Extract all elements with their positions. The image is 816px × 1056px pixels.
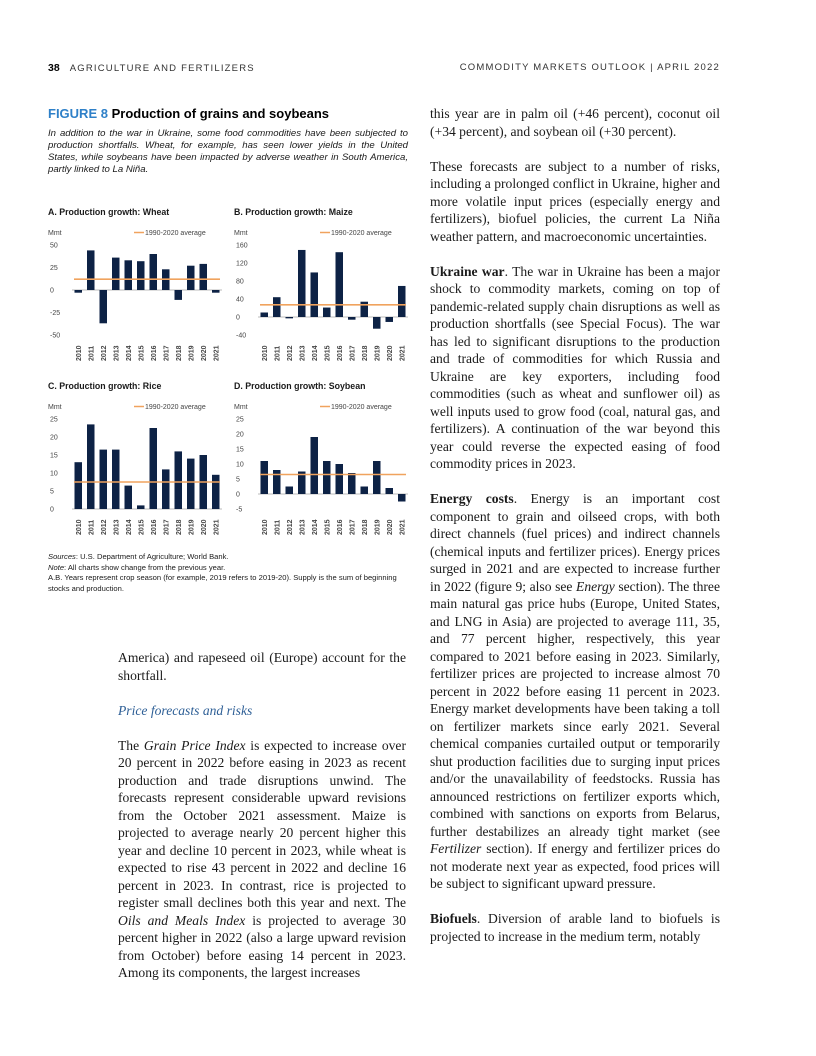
x-tick-label: 2010 xyxy=(261,519,269,535)
text-run: Fertilizer xyxy=(430,841,482,856)
x-tick-label: 2019 xyxy=(188,519,196,535)
note-text: : U.S. Department of Agriculture; World Bank. xyxy=(75,552,229,561)
bar-2010 xyxy=(261,313,269,318)
bar-2017 xyxy=(162,469,170,509)
x-tick-label: 2012 xyxy=(100,519,108,535)
x-tick-label: 2017 xyxy=(349,519,357,535)
x-tick-label: 2012 xyxy=(286,345,294,361)
x-tick-label: 2011 xyxy=(88,519,96,535)
paragraph xyxy=(430,490,720,893)
x-tick-label: 2021 xyxy=(213,345,221,361)
bar-2021 xyxy=(212,290,220,293)
bar-2012 xyxy=(100,450,108,509)
y-tick-label: 10 xyxy=(236,461,244,469)
legend-label: 1990-2020 average xyxy=(331,230,392,237)
chart-maize xyxy=(234,207,412,377)
x-tick-label: 2013 xyxy=(113,345,121,361)
figure-title xyxy=(48,106,408,121)
y-tick-label: 25 xyxy=(50,265,58,272)
x-tick-label: 2011 xyxy=(274,519,282,535)
x-tick-label: 2010 xyxy=(75,345,83,361)
x-tick-label: 2015 xyxy=(324,519,332,535)
bar-2011 xyxy=(273,470,281,494)
x-tick-label: 2015 xyxy=(324,345,332,361)
bar-2015 xyxy=(323,308,331,317)
y-axis-unit: Mmt xyxy=(48,230,62,237)
text-run: . Energy is an important cost component to grain and oilseed crops, with both direct channels (fuel prices) and indirect channels (chemical inputs and fertilizer prices). Energy prices surged in 2021 and are expected to increase further in 2022 (figure 9; also see xyxy=(430,491,720,594)
paragraph xyxy=(118,649,406,684)
y-tick-label: -50 xyxy=(50,332,61,340)
figure-note xyxy=(48,552,408,563)
bar-2020 xyxy=(386,488,394,494)
x-tick-label: 2012 xyxy=(100,345,108,361)
x-tick-label: 2013 xyxy=(113,519,121,535)
y-tick-label: 20 xyxy=(50,434,58,442)
legend-label: 1990-2020 average xyxy=(145,404,206,411)
text-run: These forecasts are subject to a number of risks, including a prolonged conflict in Ukraine, higher and more volatile input prices (especially energy and fertilizers), biofuel policies, the current La Niña weather pattern, and macroeconomic uncertainties. xyxy=(430,158,720,244)
bar-2019 xyxy=(187,266,195,290)
y-axis-unit: Mmt xyxy=(234,230,248,237)
left-text-column xyxy=(118,649,406,999)
text-run: . Diversion of arable land to biofuels is projected to increase in the medium term, notably xyxy=(430,911,720,944)
x-tick-label: 2020 xyxy=(386,345,394,361)
bar-2019 xyxy=(187,459,195,509)
text-run: is projected to average 30 percent higher in 2022 (also a large upward revision from October) before easing 14 percent in 2023. Among its components, the largest increases xyxy=(118,912,406,980)
x-tick-label: 2018 xyxy=(361,345,369,361)
bar-2020 xyxy=(200,264,208,290)
x-tick-label: 2016 xyxy=(150,519,158,535)
bar-2012 xyxy=(286,487,294,495)
run-in-heading: Ukraine war xyxy=(430,263,505,279)
bar-2018 xyxy=(361,487,369,495)
x-tick-label: 2017 xyxy=(163,345,171,361)
x-tick-label: 2017 xyxy=(163,519,171,535)
y-tick-label: -5 xyxy=(236,506,243,514)
paragraph xyxy=(430,105,720,140)
bar-2016 xyxy=(150,254,158,290)
x-tick-label: 2018 xyxy=(175,519,183,535)
bar-2010 xyxy=(261,461,269,494)
y-tick-label: 120 xyxy=(236,260,248,268)
y-tick-label: 40 xyxy=(236,296,244,304)
bar-2015 xyxy=(323,461,331,494)
x-tick-label: 2017 xyxy=(349,345,357,361)
chart-title: A. Production growth: Wheat xyxy=(48,207,170,217)
bar-2017 xyxy=(348,317,356,320)
x-tick-label: 2013 xyxy=(299,519,307,535)
bar-2017 xyxy=(348,473,356,494)
bar-2012 xyxy=(286,317,294,318)
figure-title-text: Production of grains and soybeans xyxy=(111,106,330,121)
text-run: section). The three main natural gas price hubs (Europe, United States, and LNG in Asia) are projected to average 111, 35, and 77 percent higher, respectively, this year compared to 2021 before easing in 2023. Similarly, fertilizer prices are projected to increase almost 70 percent in 2022 before easing 11 percent in 2023. Energy market developments have been taking a toll on fertilizer markets since early 2021. Several chemical companies curtailed output or temporarily shut production facilities due to surging input prices and/or the unavailability of feedstocks. Russia has announced restrictions on fertilizer exports which, combined with sanctions on exports from Belarus, further destabilizes an already tight market (see xyxy=(430,578,720,839)
bar-2016 xyxy=(336,464,344,494)
y-tick-label: 5 xyxy=(50,488,54,496)
y-tick-label: 25 xyxy=(236,416,244,424)
bar-2021 xyxy=(212,475,220,509)
x-tick-label: 2011 xyxy=(274,345,282,361)
run-in-heading: Energy costs xyxy=(430,491,514,506)
figure-8 xyxy=(48,106,408,593)
y-tick-label: -40 xyxy=(236,332,247,340)
text-run: America) and rapeseed oil (Europe) account for the shortfall. xyxy=(118,650,406,683)
x-tick-label: 2021 xyxy=(399,519,407,535)
bar-2021 xyxy=(398,494,406,502)
bar-2014 xyxy=(311,437,319,494)
bar-2010 xyxy=(75,462,83,509)
x-tick-label: 2014 xyxy=(125,345,133,361)
bar-2014 xyxy=(125,260,133,290)
bar-2014 xyxy=(311,272,319,317)
bar-2021 xyxy=(398,286,406,317)
x-tick-label: 2018 xyxy=(361,519,369,535)
x-tick-label: 2019 xyxy=(374,345,382,361)
chart-soybean xyxy=(234,381,412,551)
chart-wheat xyxy=(48,207,226,377)
page-number: 38 xyxy=(48,62,60,74)
paragraph xyxy=(118,737,406,982)
bar-2011 xyxy=(273,297,281,317)
x-tick-label: 2010 xyxy=(75,519,83,535)
bar-2019 xyxy=(373,461,381,494)
y-tick-label: 160 xyxy=(236,242,248,250)
section-heading xyxy=(118,702,406,720)
x-tick-label: 2016 xyxy=(150,345,158,361)
publication-title: COMMODITY MARKETS OUTLOOK | APRIL 2022 xyxy=(459,62,720,73)
y-tick-label: 0 xyxy=(236,491,240,499)
y-tick-label: 15 xyxy=(236,446,244,454)
text-run: section). If energy and fertilizer prices do not moderate next year as expected, food prices will be subject to significant upward pressure. xyxy=(430,841,720,891)
x-tick-label: 2014 xyxy=(311,519,319,535)
x-tick-label: 2020 xyxy=(386,519,394,535)
x-tick-label: 2014 xyxy=(311,345,319,361)
text-run: Oils and Meals Index xyxy=(118,912,246,928)
bar-2013 xyxy=(112,450,120,509)
bar-2020 xyxy=(386,317,394,322)
paragraph xyxy=(430,263,720,473)
text-run: this year are in palm oil (+46 percent), coconut oil (+34 percent), and soybean oil (+30 percent). xyxy=(430,106,720,139)
y-axis-unit: Mmt xyxy=(234,404,248,411)
y-tick-label: 80 xyxy=(236,278,244,286)
x-tick-label: 2016 xyxy=(336,345,344,361)
bar-2012 xyxy=(100,290,108,323)
y-tick-label: 10 xyxy=(50,470,58,478)
bar-2016 xyxy=(336,252,344,317)
text-run: Energy xyxy=(576,578,615,594)
bar-2010 xyxy=(75,290,83,293)
x-tick-label: 2013 xyxy=(299,345,307,361)
text-run: The xyxy=(118,737,144,753)
figure-label: FIGURE 8 xyxy=(48,106,108,121)
text-run: Price forecasts and risks xyxy=(118,702,253,718)
x-tick-label: 2021 xyxy=(399,345,407,361)
text-run: Grain Price Index xyxy=(143,737,246,753)
bar-2015 xyxy=(137,261,145,290)
bar-2014 xyxy=(125,486,133,509)
run-in-heading: Biofuels xyxy=(430,911,477,926)
legend-label: 1990-2020 average xyxy=(145,230,206,237)
paragraph xyxy=(430,158,720,246)
x-tick-label: 2015 xyxy=(138,519,146,535)
x-tick-label: 2010 xyxy=(261,345,269,361)
x-tick-label: 2018 xyxy=(175,345,183,361)
y-tick-label: 0 xyxy=(50,287,54,295)
legend-label: 1990-2020 average xyxy=(331,404,392,411)
x-tick-label: 2020 xyxy=(200,345,208,361)
y-tick-label: 15 xyxy=(50,452,58,460)
figure-note xyxy=(48,573,408,594)
x-tick-label: 2019 xyxy=(374,519,382,535)
chart-title: B. Production growth: Maize xyxy=(234,207,353,217)
bar-2018 xyxy=(361,302,369,317)
chart-title: D. Production growth: Soybean xyxy=(234,381,366,391)
x-tick-label: 2020 xyxy=(200,519,208,535)
note-text: Sources xyxy=(48,552,76,561)
bar-2011 xyxy=(87,250,95,290)
note-text: Note xyxy=(48,562,65,572)
running-header-left xyxy=(48,62,255,74)
bar-2013 xyxy=(112,258,120,290)
figure-notes xyxy=(48,552,408,594)
y-tick-label: 50 xyxy=(50,242,58,250)
chart-title: C. Production growth: Rice xyxy=(48,381,162,391)
x-tick-label: 2015 xyxy=(138,345,146,361)
bar-2016 xyxy=(150,428,158,509)
bar-2015 xyxy=(137,505,145,509)
note-text: : All charts show change from the previous year. xyxy=(64,562,226,572)
y-tick-label: 0 xyxy=(50,506,54,514)
x-tick-label: 2014 xyxy=(125,519,133,535)
figure-note xyxy=(48,563,408,574)
note-text: A.B. Years represent crop season (for example, 2019 refers to 2019-20). Supply is the sum of beginning stocks and production. xyxy=(48,573,397,593)
y-axis-unit: Mmt xyxy=(48,404,62,411)
figure-subtitle: In addition to the war in Ukraine, some food commodities have been subjected to production shortfalls. Wheat, for example, has seen lower yields in the United States, while soybeans have been impacted by adverse weather in South America, partly linked to La Niña. xyxy=(48,128,408,175)
bar-2013 xyxy=(298,250,306,317)
section-title: AGRICULTURE AND FERTILIZERS xyxy=(69,63,255,74)
y-tick-label: 20 xyxy=(236,431,244,439)
x-tick-label: 2016 xyxy=(336,519,344,535)
y-tick-label: 0 xyxy=(236,314,240,322)
text-run: is expected to increase over 20 percent in 2022 before easing in 2023 as recent production and trade disruptions unwind. The forecasts represent considerable upward revisions from the October 2021 assessment. Maize is projected to average nearly 20 percent higher this year and decline 10 percent in 2023, while wheat is expected to rise 43 percent in 2022 and decline 16 percent in 2023. In contrast, rice is projected to register small declines both this year and next. The xyxy=(118,737,406,910)
x-tick-label: 2012 xyxy=(286,519,294,535)
y-tick-label: -25 xyxy=(50,310,61,317)
x-tick-label: 2021 xyxy=(213,519,221,535)
x-tick-label: 2019 xyxy=(188,345,196,361)
right-text-column xyxy=(430,105,720,963)
y-tick-label: 25 xyxy=(50,416,58,424)
text-run: . The war in Ukraine has been a major shock to commodity markets, coming on top of pandemic-related supply chain disruptions as well as production shortfalls (see Special Focus). The war has led to significant disruptions to the production and trade of commodities for which Russia and Ukraine are key exporters, including food commodities (such as wheat and sunflower oil) as well inputs used to grow food (coal, natural gas, and fertilizers). A continuation of the war beyond this year could reverse the expected easing of food commodity prices in 2023. xyxy=(430,263,721,471)
bar-2018 xyxy=(175,451,183,509)
y-tick-label: 5 xyxy=(236,476,240,484)
chart-rice xyxy=(48,381,226,551)
bar-2018 xyxy=(175,290,183,300)
bar-2019 xyxy=(373,317,381,329)
paragraph xyxy=(430,910,720,945)
x-tick-label: 2011 xyxy=(88,345,96,361)
bar-2011 xyxy=(87,424,95,509)
